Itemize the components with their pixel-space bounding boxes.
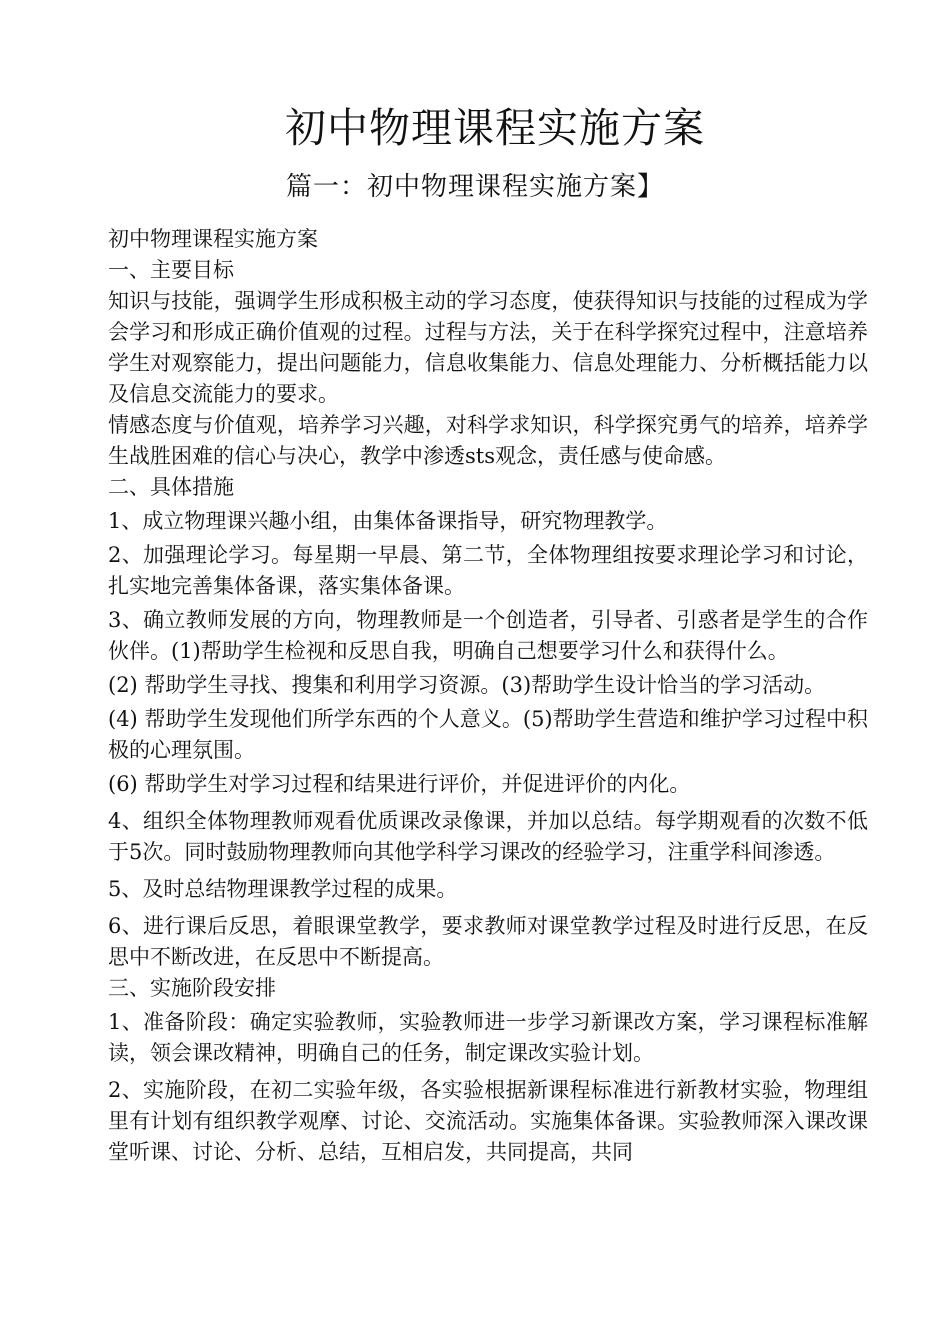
- list-item: 3、确立教师发展的方向，物理教师是一个创造者，引导者、引惑者是学生的合作伙伴。(1)帮助学生检视和反思自我，明确自己想要学习什么和获得什么。: [108, 608, 868, 663]
- section-heading: 二、具体措施: [108, 475, 234, 499]
- section-heading: 三、实施阶段安排: [108, 976, 276, 1000]
- document-body: [108, 224, 868, 1168]
- list-item: (2) 帮助学生寻找、搜集和利用学习资源。(3)帮助学生设计恰当的学习活动。: [108, 673, 826, 697]
- list-item: 5、及时总结物理课教学过程的成果。: [108, 877, 458, 901]
- section-heading: 一、主要目标: [108, 258, 234, 282]
- document-subtitle: 篇一：初中物理课程实施方案】: [285, 172, 664, 202]
- list-item: 1、准备阶段：确定实验教师，实验教师进一步学习新课改方案，学习课程标准解读，领会课改精神，明确自己的任务，制定课改实验计划。: [108, 1010, 868, 1065]
- list-item: (6) 帮助学生对学习过程和结果进行评价，并促进评价的内化。: [108, 772, 691, 796]
- document-title: 初中物理课程实施方案: [285, 104, 705, 152]
- list-item: 1、成立物理课兴趣小组，由集体备课指导，研究物理教学。: [108, 509, 668, 533]
- list-item: 6、进行课后反思，着眼课堂教学，要求教师对课堂教学过程及时进行反思，在反思中不断改进，在反思中不断提高。: [108, 914, 868, 969]
- list-item: 4、组织全体物理教师观看优质课改录像课，并加以总结。每学期观看的次数不低于5次。同时鼓励物理教师向其他学科学习课改的经验学习，注重学科间渗透。: [108, 809, 868, 864]
- list-item: 2、加强理论学习。每星期一早晨、第二节，全体物理组按要求理论学习和讨论，扎实地完善集体备课，落实集体备课。: [108, 543, 868, 598]
- list-item: (4) 帮助学生发现他们所学东西的个人意义。(5)帮助学生营造和维护学习过程中积极的心理氛围。: [108, 707, 868, 762]
- paragraph: 情感态度与价值观，培养学习兴趣，对科学求知识，科学探究勇气的培养，培养学生战胜困难的信心与决心，教学中渗透sts观念，责任感与使命感。: [108, 413, 868, 468]
- body-heading: 初中物理课程实施方案: [108, 227, 318, 251]
- paragraph: 知识与技能，强调学生形成积极主动的学习态度，使获得知识与技能的过程成为学会学习和形成正确价值观的过程。过程与方法，关于在科学探究过程中，注意培养学生对观察能力，提出问题能力，信息收集能力、信息处理能力、分析概括能力以及信息交流能力的要求。: [108, 289, 868, 406]
- list-item: 2、实施阶段，在初二实验年级，各实验根据新课程标准进行新教材实验，物理组里有计划有组织教学观摩、讨论、交流活动。实施集体备课。实验教师深入课改课堂听课、讨论、分析、总结，互相启发，共同提高，共同: [108, 1078, 868, 1164]
